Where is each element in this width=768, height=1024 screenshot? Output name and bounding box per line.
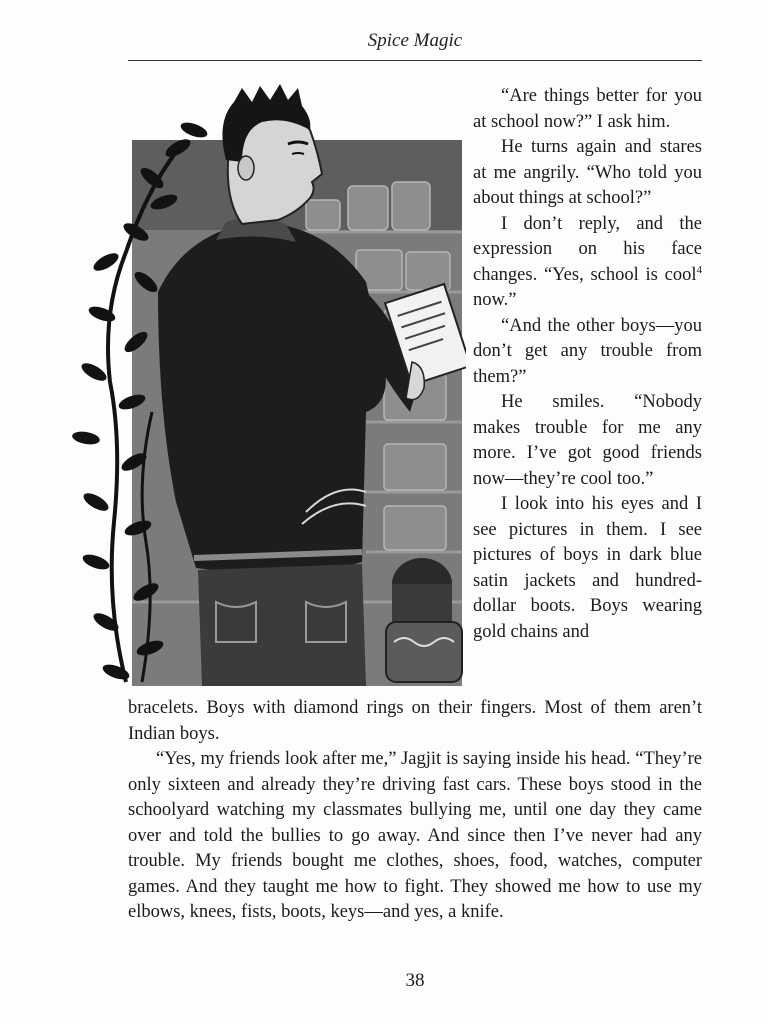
narrow-text-column: [473, 84, 702, 645]
footnote-marker: 4: [696, 263, 702, 276]
cans: [386, 558, 462, 682]
paragraph: [473, 212, 702, 314]
boy-at-spice-shelf-illustration: [66, 82, 466, 688]
paragraph: He smiles. “Nobody makes trouble for me any more. I’ve got good friends now—they’re cool too.”: [473, 392, 702, 489]
paragraph-text: now.”: [473, 290, 517, 310]
paragraph: “Yes, my friends look after me,” Jagjit is saying inside his head. “They’re only sixteen and already they’re driving fast cars. These boys stood in the schoolyard watching my classmates bullying me, until one day they came over and told the bullies to go away. And since then I’ve never had any trouble. My friends bought me clothes, shoes, food, watches, computer games. And they taught me how to fight. They showed me how to use my elbows, knees, fists, boots, keys—and yes, a knife.: [128, 749, 702, 922]
paragraph: “Are things better for you at school now?” I ask him.: [473, 86, 702, 132]
paragraph-text: I don’t reply, and the expression on his face changes. “Yes, school is cool: [473, 213, 702, 285]
paragraph: I look into his eyes and I see pictures in them. I see pictures of boys in dark blue satin jackets and hundred-dollar boots. Boys wearing gold chains and: [473, 494, 702, 642]
jacket: [158, 222, 386, 574]
running-head: Spice Magic: [367, 30, 463, 51]
paragraph: He turns again and stares at me angrily. “Who told you about things at school?”: [473, 137, 702, 208]
paragraph: “And the other boys—you don’t get any trouble from them?”: [473, 315, 702, 387]
header-rule: [128, 60, 702, 61]
paragraph-continuation: bracelets. Boys with diamond rings on their fingers. Most of them aren’t Indian boys.: [128, 698, 702, 744]
full-width-text: [128, 696, 702, 926]
jeans: [198, 564, 366, 686]
page-number: 38: [405, 970, 425, 991]
